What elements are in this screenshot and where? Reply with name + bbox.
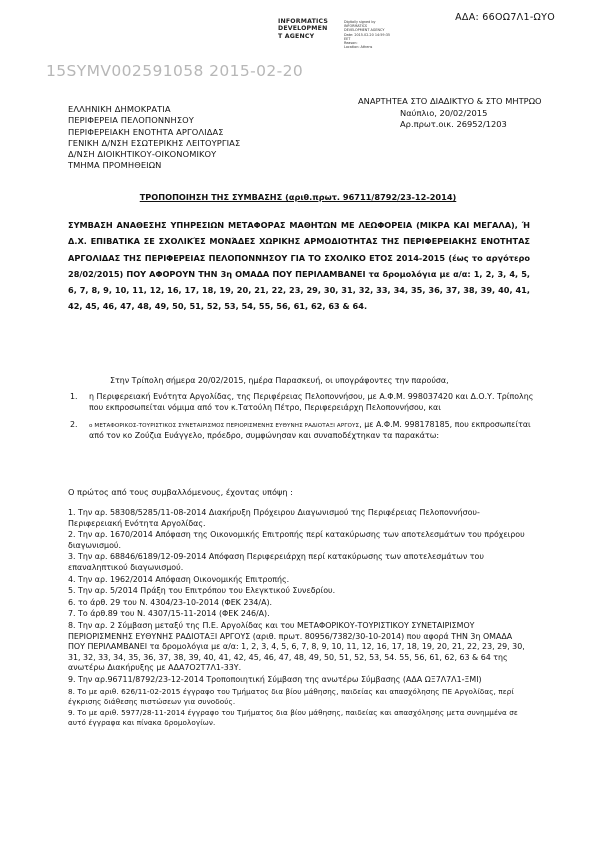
consideration-item: 8. Την αρ. 2 Σύμβαση μεταξύ της Π.Ε. Αργολίδας και του ΜΕΤΑΦΟΡΙΚΟΥ-ΤΟΥΡΙΣΤΙΚΟΥ ΣΥΝΕΤΑΙΡΙΣΜΟΥ ΠΕΡΙΟΡΙΣΜΕΝΗΣ ΕΥΘΥΝΗΣ ΡΑΔΙΟΤΑΞΙ ΑΡΓΟΥΣ (αριθ. πρωτ. 80956/7382/30-10-2014) που αφορά ΤΗΝ 3η ΟΜΑΔΑ ΠΟΥ ΠΕΡΙΛΑΜΒΑΝΕΙ τα δρομολόγια με α/α: 1, 2, 3, 4, 5, 6, 7, 8, 9, 10, 11, 12, 16, 17, 18, 19, 20, 21, 22, 23, 29, 30, 31, 32, 33, 34, 35, 36, 37, 38, 39, 40, 41, 42, 45, 46, 47, 48, 49, 50, 51, 52, 53, 54. 55, 56, 61, 62, 63 & 64 της ανωτέρω Διακήρυξης με ΑΔΑ7Ο2Τ7Λ1-33Υ. — [68, 620, 525, 673]
party-text: η Περιφερειακή Ενότητα Αργολίδας, της Περιφέρειας Πελοποννήσου, με Α.Φ.Μ. 998037420 και Δ.Ο.Υ. Τρίπολης που εκπροσωπείται νόμιμα από τον κ.Τατούλη Πέτρο, Περιφερειάρχη Πελοποννήσου, και — [89, 392, 534, 412]
consideration-item: 9. Την αρ.96711/8792/23-12-2014 Τροποποιητική Σύμβαση της ανωτέρω Σύμβασης (ΑΔΑ ΩΞ7Λ7Λ1-ΞΜΙ) — [68, 674, 482, 684]
party-name: ο ΜΕΤΑΦΟΡΙΚΟΣ-ΤΟΥΡΙΣΤΙΚΟΣ ΣΥΝΕΤΑΙΡΙΣΜΟΣ ΠΕΡΙΟΡΙΣΜΕΝΗΣ ΕΥΘΥΝΗΣ ΡΑΔΙΟΤΑΞΙ ΑΡΓΟΥΣ — [89, 422, 360, 429]
consideration-item: 9. Το με αριθ. 5977/28-11-2014 έγγραφο του Τμήματος δια βίου μάθησης, παιδείας και απασχόλησης μετα συνημμένα σε αυτό έγγραφα και πίνακα δρομολογίων. — [68, 707, 518, 728]
considerations-list — [68, 508, 530, 729]
signature-line: Date: 2015.02.20 14:59:35 — [344, 32, 391, 37]
registry-stamp: 15SYMV002591058 2015-02-20 — [46, 62, 304, 80]
considerations-heading: Ο πρώτος από τους συμβαλλόμενους, έχοντας υπόψη : — [68, 487, 293, 497]
authority-line: ΠΕΡΙΦΕΡΕΙΑΚΗ ΕΝΟΤΗΤΑ ΑΡΓΟΛΙΔΑΣ — [68, 126, 224, 137]
party-item — [68, 392, 538, 414]
publish-note: ΑΝΑΡΤΗΤΕΑ ΣΤΟ ΔΙΑΔΙΚΤΥΟ & ΣΤΟ ΜΗΤΡΩΟ — [358, 96, 542, 106]
consideration-item: 4. Την αρ. 1962/2014 Απόφαση Οικονομικής Επιτροπής. — [68, 574, 290, 584]
protocol-number: Αρ.πρωτ.οικ. 26952/1203 — [400, 119, 507, 130]
party-item — [68, 420, 538, 443]
signature-line: INFORMATICS — [344, 24, 368, 29]
consideration-item: 6. το άρθ. 29 του Ν. 4304/23-10-2014 (ΦΕΚ 234/Α). — [68, 597, 273, 607]
party-number: 1. — [70, 392, 78, 401]
contract-title: ΣΥΜΒΑΣΗ ΑΝΑΘΕΣΗΣ ΥΠΗΡΕΣΙΩΝ ΜΕΤΑΦΟΡΑΣ ΜΑΘΗΤΩΝ ΜΕ ΛΕΩΦΟΡΕΙΑ (ΜΙΚΡΑ ΚΑΙ ΜΕΓΑΛΑ), Ή Δ.Χ. ΕΠΙΒΑΤΙΚΑ ΣΕ ΣΧΟΛΙΚΈΣ ΜΟΝΆΔΕΣ ΧΩΡΙΚΗΣ ΑΡΜΟΔΙΟΤΗΤΑΣ ΤΗΣ ΠΕΡΙΦΕΡΕΙΑΚΗΣ ΕΝΟΤΗΤΑΣ ΑΡΓΟΛΙΔΑΣ ΤΗΣ ΠΕΡΙΦΕΡΕΙΑΣ ΠΕΛΟΠΟΝΝΗΣΟΥ ΓΙΑ ΤΟ ΣΧΟΛΙΚΟ ΕΤΟΣ 2014-2015 (έως το αργότερο 28/02/2015) ΠΟΥ ΑΦΟΡΟΥΝ ΤΗΝ 3η ΟΜΑΔΑ ΠΟΥ ΠΕΡΙΛΑΜΒΑΝΕΙ τα δρομολόγια με α/α: 1, 2, 3, 4, 5, 6, 7, 8, 9, 10, 11, 12, 16, 17, 18, 19, 20, 21, 22, 23, 29, 30, 31, 32, 33, 34, 35, 36, 37, 38, 39, 40, 41, 42, 45, 46, 47, 48, 49, 50, 51, 52, 53, 54, 55, 56, 61, 62, 63 & 64. — [68, 220, 530, 312]
authority-line: ΕΛΛΗΝΙΚΗ ΔΗΜΟΚΡΑΤΙΑ — [68, 104, 171, 114]
signature-line: Location: Athens — [344, 45, 373, 50]
logo-line: T AGENCY — [278, 32, 315, 40]
authority-block — [68, 104, 240, 172]
logo-line: INFORMATICS — [278, 18, 329, 25]
place-date: Ναύπλιο, 20/02/2015 — [400, 107, 488, 118]
consideration-item: 2. Την αρ. 1670/2014 Απόφαση της Οικονομικής Επιτροπής περί κατακύρωσης των αποτελεσμάτων του πρόχειρου διαγωνισμού. — [68, 530, 525, 550]
meta-block — [358, 96, 542, 131]
ada-code: ΑΔΑ: 66ΟΩ7Λ1-ΩΥΟ — [455, 12, 555, 23]
signature-line: Reason: — [344, 41, 358, 46]
consideration-item: 8. Το με αριθ. 626/11-02-2015 έγγραφο του Τμήματος δια βίου μάθησης, παιδείας και απασχόλησης ΠΕ Αργολίδας, περί έγκρισης διάθεσης πιστώσεων για συνοδούς. — [68, 686, 514, 706]
consideration-item: 7. Το άρθ.89 του Ν. 4307/15-11-2014 (ΦΕΚ 246/Α). — [68, 609, 270, 619]
document-subject: ΤΡΟΠΟΠΟΙΗΣΗ ΤΗΣ ΣΥΜΒΑΣΗΣ (αριθ.πρωτ. 96711/8792/23-12-2014) — [139, 192, 457, 202]
party-text: , με Α.Φ.Μ. 998178185, που εκπροσωπείται από τον κο Ζούζια Ευάγγελο, πρόεδρο, συμφώνησαν και συναποδέχτηκαν τα παρακάτω: — [89, 419, 531, 441]
logo-line: DEVELOPMEN — [278, 25, 328, 33]
digital-signature — [344, 20, 414, 49]
authority-line: ΤΜΗΜΑ ΠΡΟΜΗΘΕΙΩΝ — [68, 160, 162, 171]
consideration-item: 1. Την αρ. 58308/5285/11-08-2014 Διακήρυξη Πρόχειρου Διαγωνισμού της Περιφέρειας Πελοποννήσου-Περιφερειακή Ενότητα Αργολίδας. — [68, 508, 480, 528]
signature-line: DEVELOPMENT AGENCY — [344, 28, 385, 33]
party-number: 2. — [70, 419, 78, 429]
informatics-logo — [278, 18, 328, 40]
authority-line: ΠΕΡΙΦΕΡΕΙΑ ΠΕΛΟΠΟΝΝΗΣΟΥ — [68, 115, 194, 126]
signature-line: EET — [344, 36, 351, 41]
parties-list — [68, 392, 538, 446]
signature-line: Digitally signed by — [344, 20, 376, 24]
consideration-item: 5. Την αρ. 5/2014 Πράξη του Επιτρόπου του Ελεγκτικού Συνεδρίου. — [68, 586, 336, 596]
authority-line: ΓΕΝΙΚΗ Δ/ΝΣΗ ΕΣΩΤΕΡΙΚΗΣ ΛΕΙΤΟΥΡΓΙΑΣ — [68, 137, 241, 148]
authority-line: Δ/ΝΣΗ ΔΙΟΙΚΗΤΙΚΟΥ-ΟΙΚΟΝΟΜΙΚΟΥ — [68, 149, 217, 160]
intro-paragraph: Στην Τρίπολη σήμερα 20/02/2015, ημέρα Παρασκευή, οι υπογράφοντες την παρούσα, — [110, 376, 449, 385]
consideration-item: 3. Την αρ. 68846/6189/12-09-2014 Απόφαση Περιφερειάρχη περί κατακύρωσης των αποτελεσμάτων του επαναληπτικού διαγωνισμού. — [68, 552, 484, 572]
